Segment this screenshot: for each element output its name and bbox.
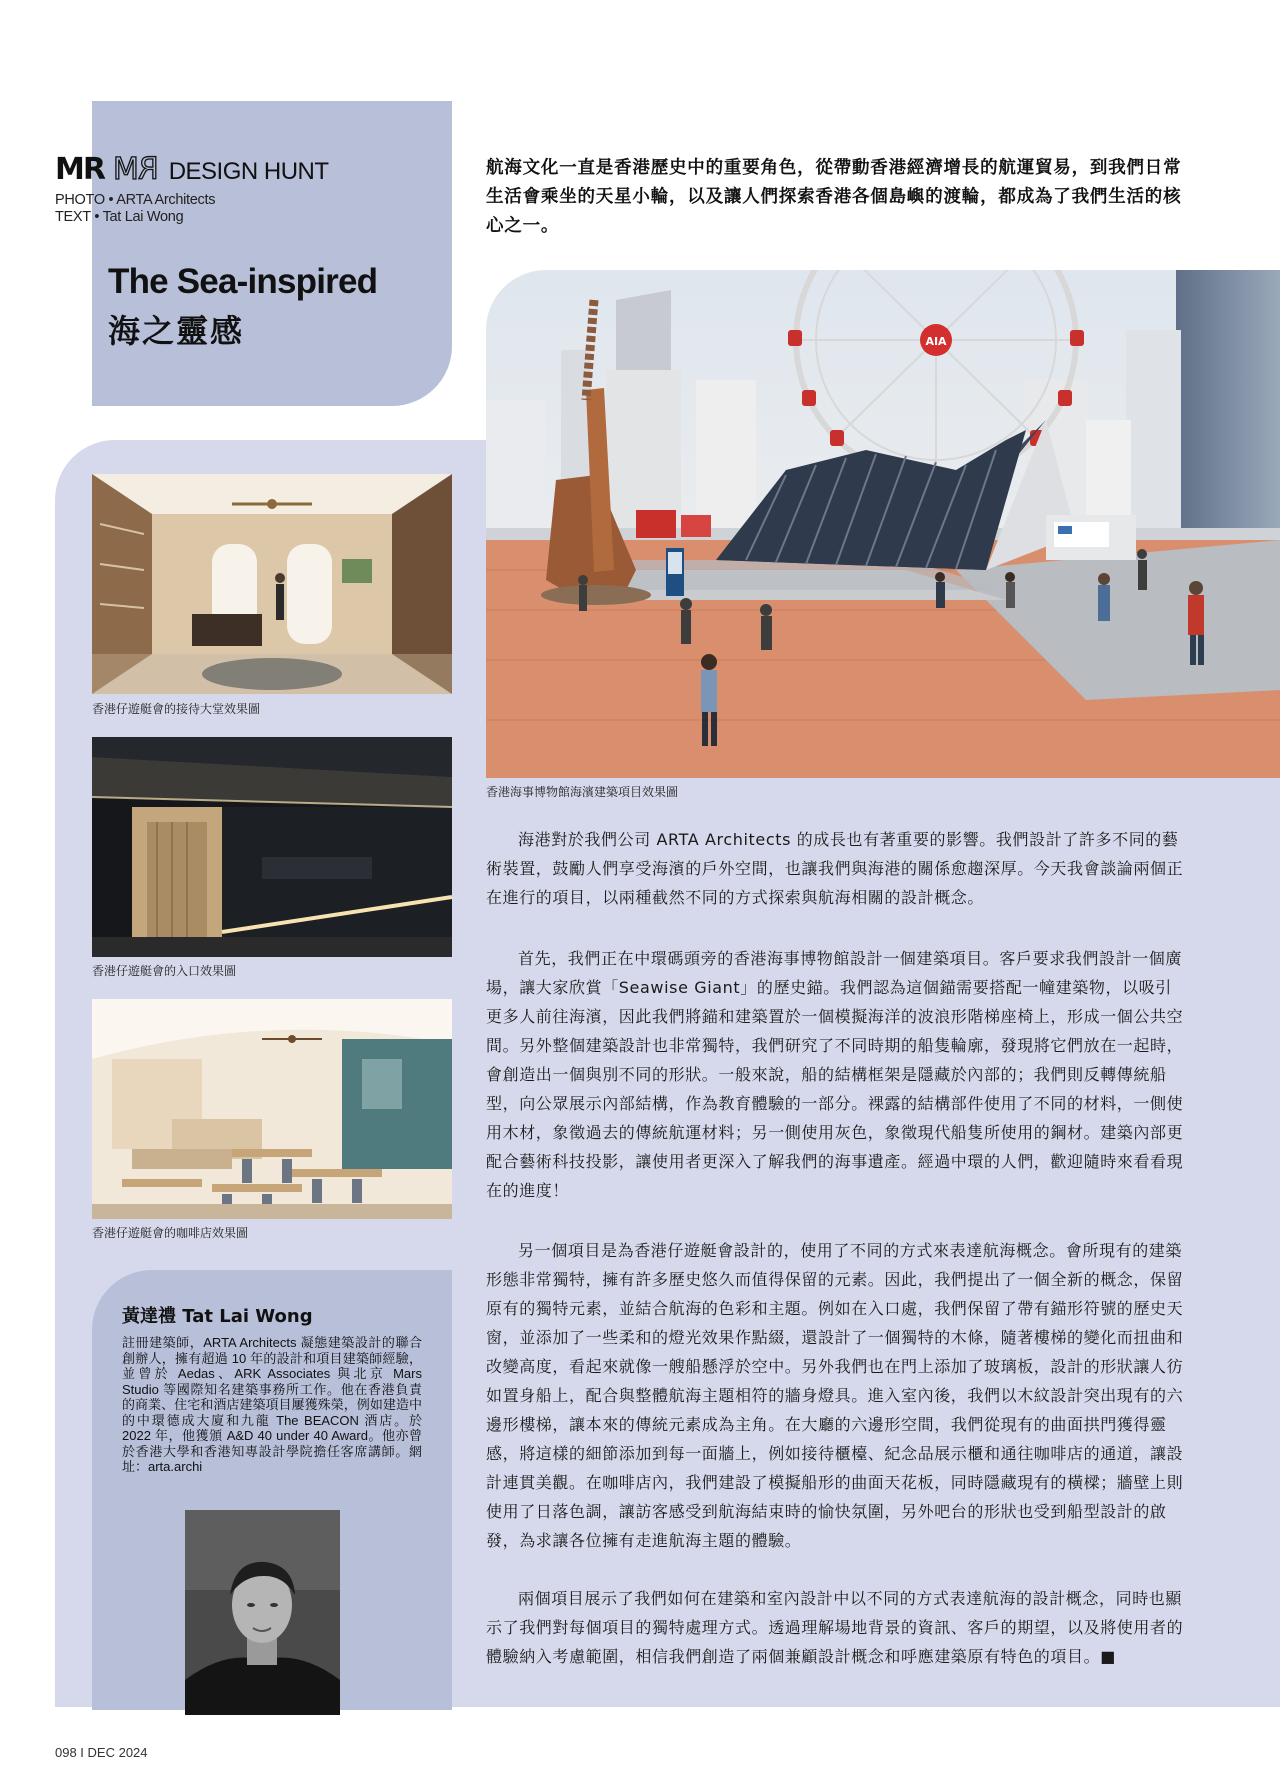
image-cafe: [92, 999, 452, 1219]
page-title-en: The Sea-inspired: [108, 262, 378, 301]
image-entrance: [92, 737, 452, 957]
section-name: DESIGN HUNT: [168, 158, 329, 185]
bio-text: 註冊建築師，ARTA Architects 凝態建築設計的聯合創辦人，擁有超過 10 年的設計和項目建築師經驗，並曾於 Aedas、ARK Associates 與北京 Mars Studio 等國際知名建築事務所工作。他在香港負責的商業、住宅和酒店建築項目屢獲殊榮，例如建造中的中環德成大廈和九龍 The BEACON 酒店。於 2022 年，他獲頒 A&D 40 under 40 Award。他亦曾於香港大學和香港知專設計學院擔任客席講師。網址：arta.archi: [122, 1335, 422, 1474]
cafe-caption: 香港仔遊艇會的咖啡店效果圖: [92, 1226, 249, 1240]
image-reception-lobby: [92, 474, 452, 694]
body-paragraph-1: 海港對於我們公司 ARTA Architects 的成長也有著重要的影響。我們設計了許多不同的藝術裝置，鼓勵人們享受海濱的戶外空間，也讓我們與海港的關係愈趨深厚。今天我會談論兩個正在進行的項目，以兩種截然不同的方式探索與航海相關的設計概念。: [486, 830, 1184, 907]
hero-sign: AIA: [925, 335, 947, 348]
bio-name: 黃達禮 Tat Lai Wong: [122, 1306, 313, 1327]
author-portrait: [185, 1510, 340, 1715]
body-paragraph-4: 兩個項目展示了我們如何在建築和室內設計中以不同的方式表達航海的設計概念，同時也顯示了我們對每個項目的獨特處理方式。透過理解場地背景的資訊、客戶的期望，以及將使用者的體驗納入考慮範圍，相信我們創造了兩個兼顧設計概念和呼應建築原有特色的項目。■: [486, 1589, 1184, 1666]
photo-credit: PHOTO • ARTA Architects: [55, 192, 216, 208]
text-credit: TEXT • Tat Lai Wong: [55, 209, 184, 225]
hero-image-maritime-museum: [486, 270, 1280, 778]
title-panel: [92, 101, 452, 406]
page-folio: 098 I DEC 2024: [55, 1745, 148, 1760]
hero-caption: 香港海事博物館海濱建築項目效果圖: [486, 785, 679, 799]
body-paragraph-2: 首先，我們正在中環碼頭旁的香港海事博物館設計一個建築項目。客戶要求我們設計一個廣場，讓大家欣賞「Seawise Giant」的歷史錨。我們認為這個錨需要搭配一幢建築物，以吸引更多人前往海濱，因此我們將錨和建築置於一個模擬海洋的波浪形階梯座椅上，形成一個公共空間。另外整個建築設計也非常獨特，我們研究了不同時期的船隻輪廓，發現將它們放在一起時，會創造出一個與別不同的形狀。一般來說，船的結構框架是隱藏於內部的；我們則反轉傳統船型，向公眾展示內部結構，作為教育體驗的一部分。裸露的結構部件使用了不同的材料，一側使用木材，象徵過去的傳統航運材料；另一側使用灰色，象徵現代船隻所使用的鋼材。建築內部更配合藝術科技投影，讓使用者更深入了解我們的海事遺產。經過中環的人們，歡迎隨時來看看現在的進度！: [486, 949, 1184, 1200]
body-paragraph-3: 另一個項目是為香港仔遊艇會設計的，使用了不同的方式來表達航海概念。會所現有的建築形態非常獨特，擁有許多歷史悠久而值得保留的元素。因此，我們提出了一個全新的概念，保留原有的獨特元素，並結合航海的色彩和主題。例如在入口處，我們保留了帶有錨形符號的歷史天窗，並添加了一些柔和的燈光效果作點綴，還設計了一個獨特的木條，隨著樓梯的變化而扭曲和改變高度，看起來就像一艘船懸浮於空中。另外我們也在門上添加了玻璃板，設計的形狀讓人彷如置身船上，配合與整體航海主題相符的牆身燈具。進入室內後，我們以木紋設計突出現有的六邊形樓梯，讓本來的傳統元素成為主角。在大廳的六邊形空間，我們從現有的曲面拱門獲得靈感，將這樣的細節添加到每一面牆上，例如接待櫃檯、紀念品展示櫃和通往咖啡店的通道，讓設計連貫美觀。在咖啡店內，我們建設了模擬船形的曲面天花板，同時隱藏現有的橫樑；牆壁上則使用了日落色調，讓訪客感受到航海結束時的愉快氛圍，另外吧台的形狀也受到船型設計的啟發，為求讓各位擁有走進航海主題的體驗。: [486, 1241, 1184, 1550]
entrance-caption: 香港仔遊艇會的入口效果圖: [92, 964, 237, 978]
intro-paragraph: 航海文化一直是香港歷史中的重要角色，從帶動香港經濟增長的航運貿易，到我們日常生活會乘坐的天星小輪，以及讓人們探索香港各個島嶼的渡輪，都成為了我們生活的核心之一。: [486, 158, 1182, 236]
lobby-caption: 香港仔遊艇會的接待大堂效果圖: [92, 702, 261, 716]
logo-rm: RM: [113, 152, 159, 187]
logo-mr: MR: [55, 152, 104, 187]
page-title-zh: 海之靈感: [108, 312, 245, 350]
masthead: [55, 152, 329, 187]
